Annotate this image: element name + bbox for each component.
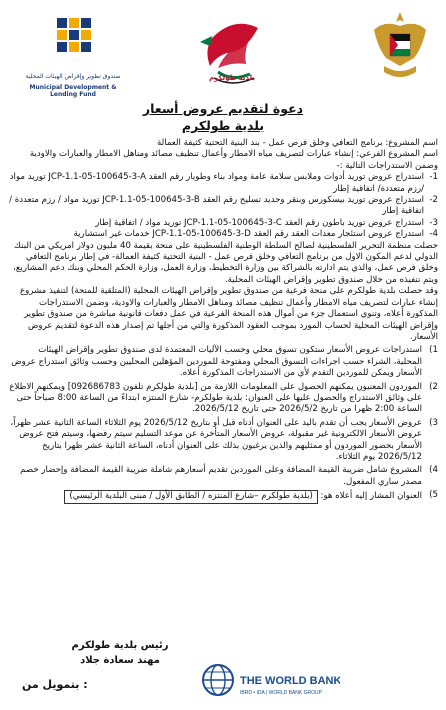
tender-item-number: 1- [429,172,438,183]
mayor-title: رئيس بلدية طولكرم [71,640,169,651]
clause-number: 2) [429,381,438,392]
clause-text [8,490,422,503]
tender-item-text: استدراج عروض توريد أدوات وملابس سلامة عامة ومواد بناء وطوبار رقم العقد JCP-1.1-05-100645-3-A توريد مواد /رزم متعددة/ اتفاقية إطار [9,172,424,194]
world-bank-name: THE WORLD BANK [240,675,340,687]
world-bank-logo [200,660,340,706]
project-name: اسم المشروع: برنامج التعافي وخلق فرص عمل - بند البنية التحتية كثيفة العمالة [156,138,438,148]
title-line-1: دعوة لتقديم عروض أسعار [142,101,304,116]
mdlf-logo [18,14,128,96]
numbered-clause [8,382,438,416]
tender-item [8,229,438,240]
world-bank-subtitle: IBRD • IDA | WORLD BANK GROUP [240,690,322,696]
funding-label: بتمويل من : [22,678,88,691]
palestine-emblem-logo [364,8,436,88]
tender-item [8,218,438,229]
mdlf-english-name: Municipal Development & Lending Fund [29,83,117,98]
tender-item [8,172,438,195]
header [0,0,446,100]
tender-item-text: استدراج عروض توريد باطون رقم العقد JCP-1.1-05-100645-3-C توريد مواد / اتفاقية إطار [95,217,424,228]
address-box: (بلدية طولكرم –شارع المنتزه / الطابق الأول / مبنى البلدية الرئيسي) [64,490,317,503]
announcement-title [0,100,446,134]
mdlf-arabic-name: صندوق تطوير وإقراض الهيئات المحلية [25,73,121,80]
funding-paragraph: حصلت منظمة التحرير الفلسطينية لصالح السلطة الوطنية الفلسطينية على منحة بقيمة 40 مليون دولار امريكي من البنك الدولي لدعم المكون الاول من برنامج التعافي وخلق فرص عمل - البنية التحتية كثيفة العمالة- في إطار برنامج التعافي وخلق فرص عمل، والذي يتم ادارته بالشراكة بين وزارة التخطيط، وزارة العمل، وزارة الحكم المحلي وبنك دعم المشاريع، ويتم تنفيذه من خلال صندوق تطوير وإقراض الهيئات المحلية. [13,240,438,285]
mayor-name: مهند سعادة جلاد [80,655,160,666]
announcement-body [8,138,438,504]
clause-text: عروض الأسعار يجب أن تقدم باليد على العنوان أدناه قبل أو بتاريخ 2026/5/12 يوم الثلاثاء الساعة الثانية عشر ظهراً، عروض الأسعار الالكترونية غير مقبولة، عروض الأسعار المتأخرة عن موعد التسليم سيتم رفضها، وسيتم فتح عروض الأسعار بحضور الموردون أو ممثليهم والذين يرغبون بذلك على العنوان أدناه، الساعة الثانية عشر ظهرا بتاريخ 2026/5/12 يوم الثلاثاء. [10,417,422,462]
numbered-clause [8,465,438,488]
subgrant-paragraph: وقد حصلت بلدية طولكرم على منحة فرعية من صندوق تطوير وإقراض الهيئات المحلية (المتلقية للمنحة) لتنفيذ مشروع إنشاء عبارات لتصريف مياه الامطار وأعمال تنظيف مصائد ومناهل الامطار والعبارات والاودية، وضمن الاستدراجات المذكورة أعلاه، وتنوي استعمال جزء من أموال هذه المنحة الفرعية في عمل دفعات قانونية مباشرة من صندوق تطوير وإقراض الهيئات المحلية لحساب المورد بموجب العقود المذكورة والتي من أجلها تم إصدار هذه الدعوة لتقديم عروض الأسعار. [19,286,438,342]
clause-number: 1) [429,345,438,356]
tender-item-number: 3- [429,217,438,228]
tender-item-text: استدراج عروض توريد بيسكورس وبنقر وحديد تسليح رقم العقد JCP-1.1-05-100645-3-B توريد مواد / رزم متعددة /اتفاقية إطار [9,195,424,217]
clause-text: استدراجات عروض الأسعار ستكون تسوق محلي وحسب الآليات المعتمدة لدى صندوق تطوير وإقراض الهيئات المحلية، الشراء حسب اجراءات التسوق المحلي ومفتوحة للموردين المؤهلين المحليين وحسب وثائق استدراج عروض الأسعار ويمكن للموردين التقدم لأي من الاستدراجات المذكورة أعلاه. [11,345,422,379]
clause-number: 5) [429,490,438,501]
tender-item [8,195,438,218]
title-line-2: بلدية طولكرم [181,118,265,133]
numbered-clause [8,490,438,503]
tender-item-text: استدراج عروض استئجار معدات العقد رقم العقد JCP-1.1-05-100645-3-D خدمات غير استشارية [73,229,424,240]
tender-item-number: 2- [429,195,438,206]
subproject-name: اسم المشروع الفرعي: إنشاء عبارات لتصريف مياه الامطار وأعمال تنظيف مصائد ومناهل الامطار والعبارات والاودية وضمن الاستدراجات التالية :- [29,149,438,171]
municipality-logo-text: بلدية طولكرم [208,74,255,82]
clause-number: 3) [429,417,438,428]
tender-item-number: 4- [429,229,438,240]
numbered-clause [8,418,438,464]
clause-text: المشروع شامل ضريبة القيمة المضافة وعلى الموردين تقديم أسعارهم شاملة ضريبة القيمة المضافة وإحضار خصم مصدر ساري المفعول. [20,465,422,487]
clause-number: 4) [429,465,438,476]
address-label: العنوان المشار إليه أعلاه هو: [320,491,422,502]
numbered-clause [8,345,438,379]
tulkarm-municipality-logo [188,12,272,94]
clause-text: الموردون المعنيون يمكنهم الحصول على المعلومات اللازمة من [بلدية طولكرم تلفون 092686783] ويمكنهم الاطلاع على وثائق الاستدراج والحصول عليها على العنوان: بلدية طولكرم- شارع المنتزه ابتداءً من الساعة 8:00 صباحاً حتى الساعة 2:00 ظهرا من تاريخ 2026/5/2 حتى تاريخ 2026/5/12. [9,381,422,415]
mdlf-mark-icon [18,14,128,66]
